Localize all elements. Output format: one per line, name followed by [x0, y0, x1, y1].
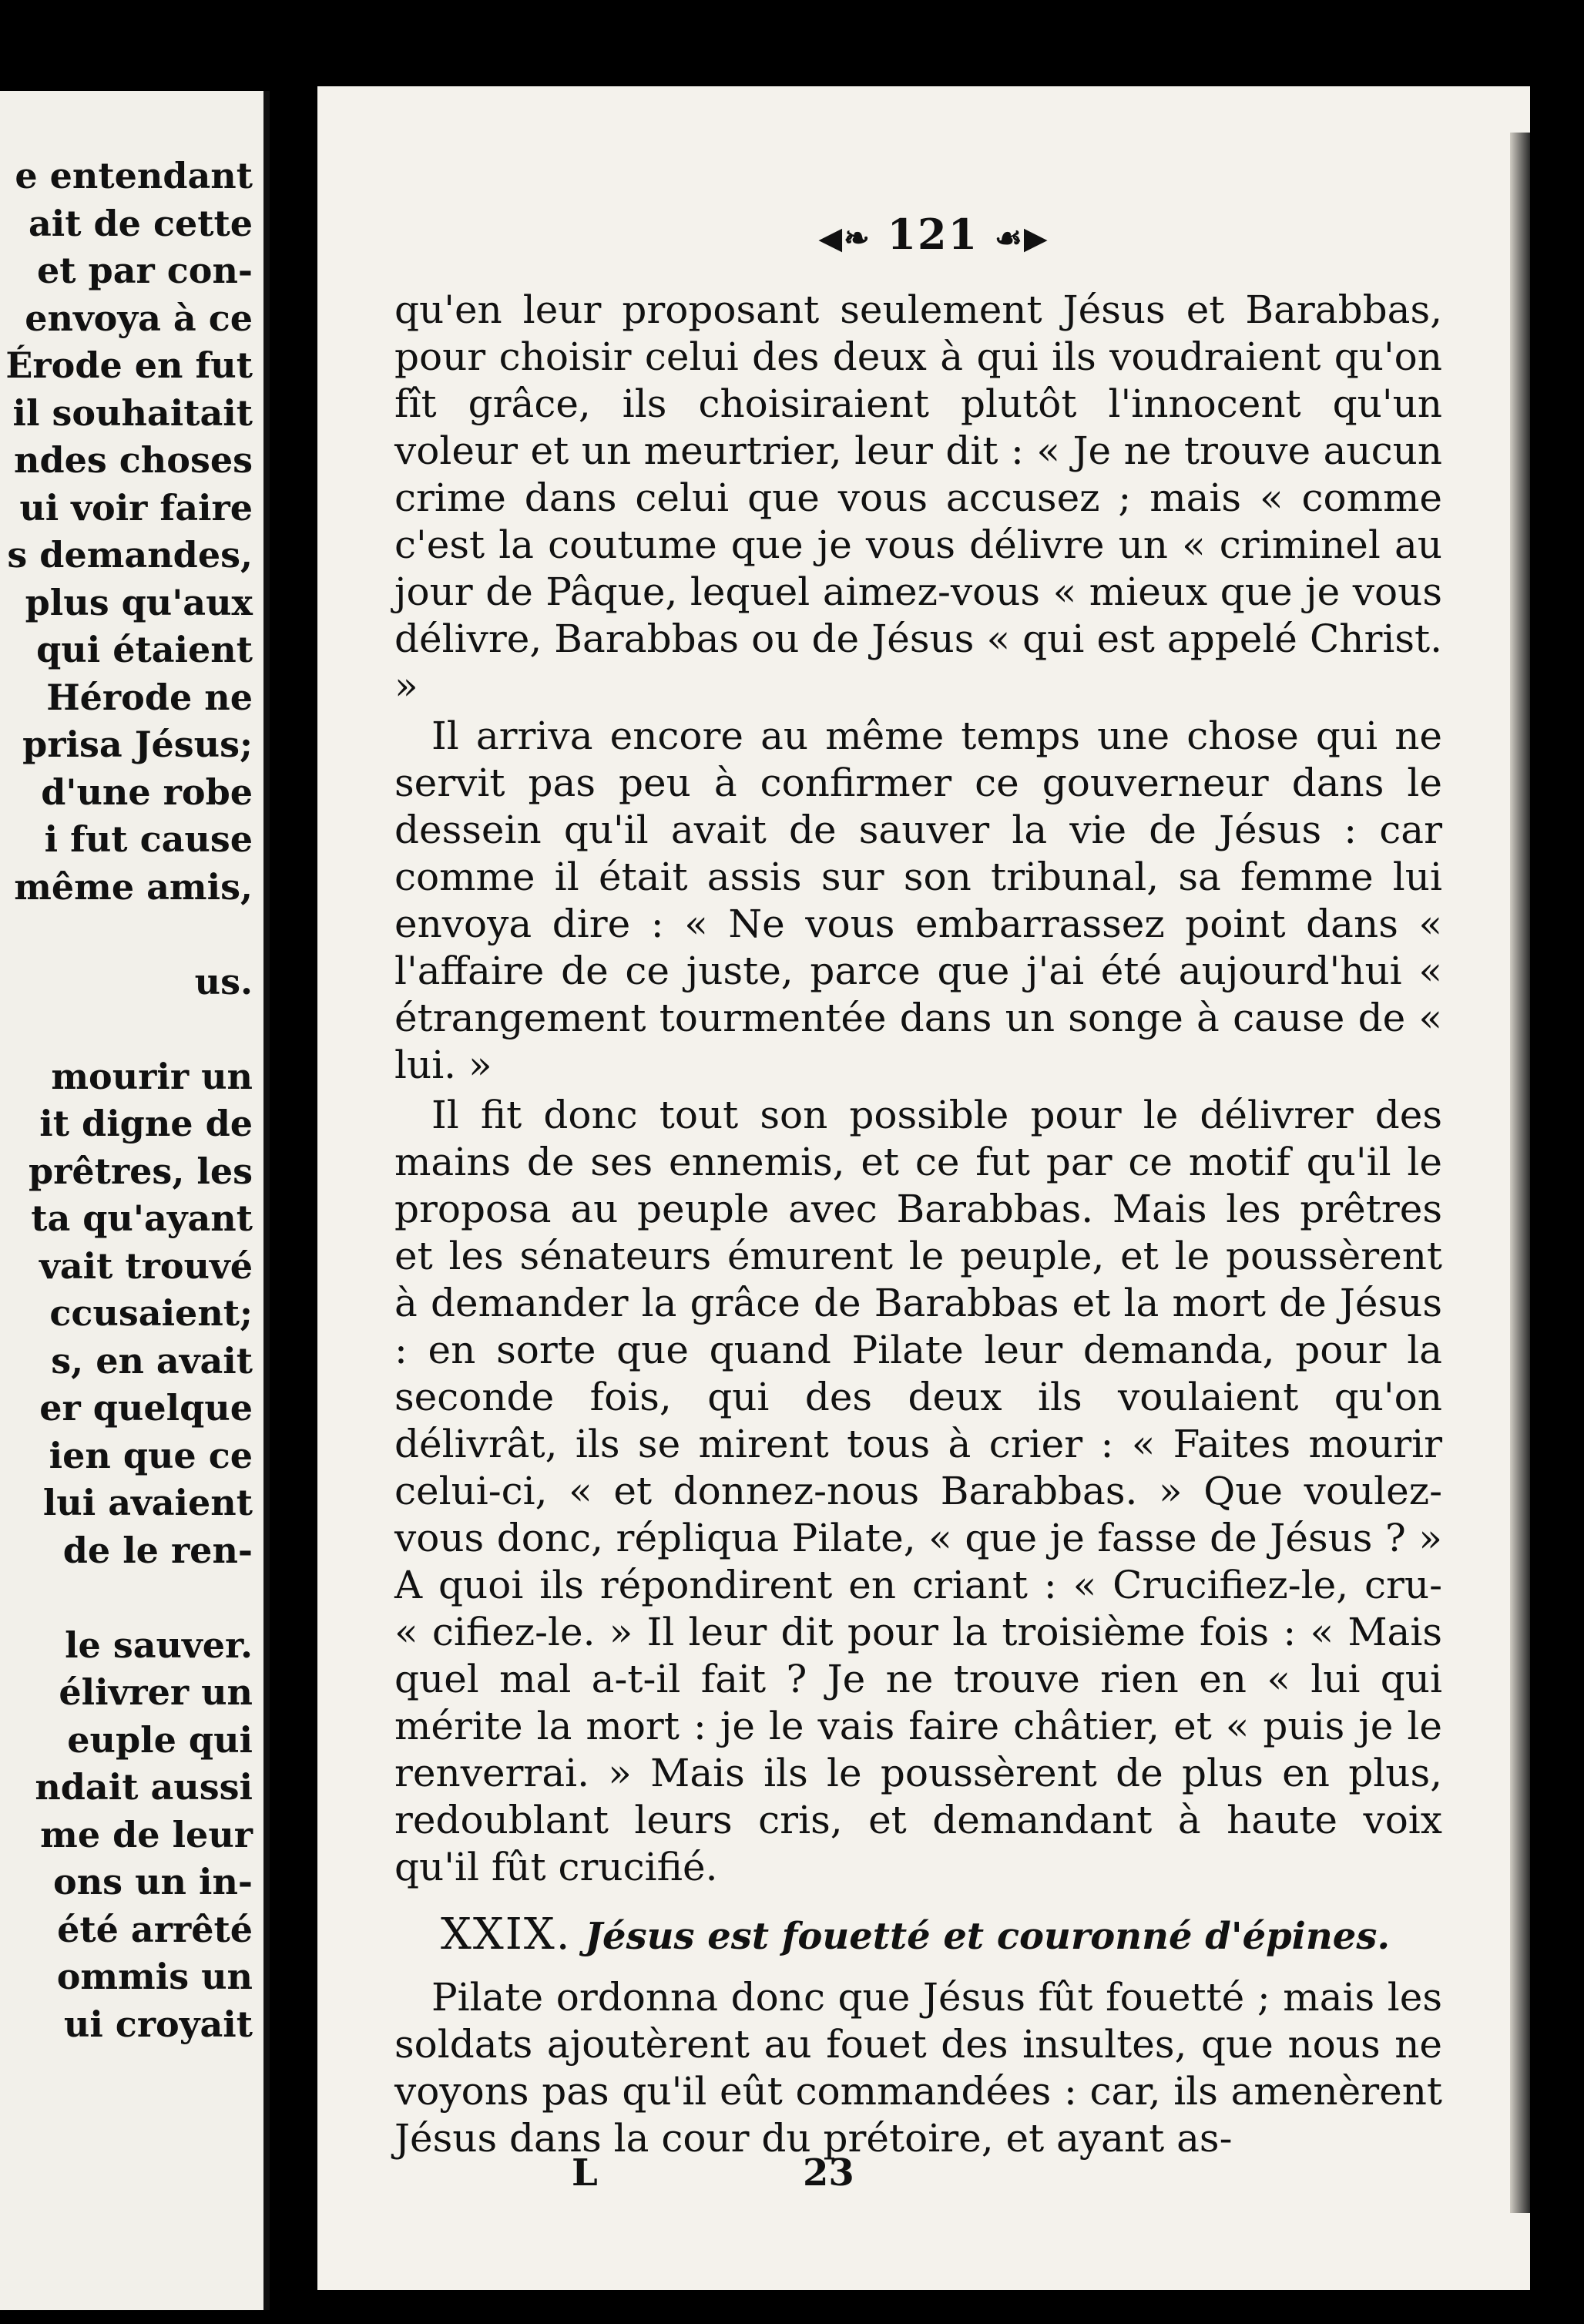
- left-page-line: ui voir faire: [19, 486, 253, 529]
- right-ornament-icon: ☙▶: [995, 220, 1049, 257]
- left-page-line: us.: [194, 960, 253, 1002]
- page-edge: [1510, 133, 1530, 2213]
- left-page-line: ait de cette: [28, 202, 253, 244]
- left-page-line: d'une robe: [41, 771, 253, 813]
- left-page-line: plus qu'aux: [25, 581, 253, 623]
- left-page-line: ons un in-: [53, 1861, 253, 1903]
- left-page-line: ui croyait: [63, 2003, 253, 2045]
- left-page-line: ndait aussi: [35, 1766, 253, 1808]
- left-page-line: s, en avait: [51, 1339, 253, 1382]
- left-page-line: prisa Jésus;: [22, 724, 253, 765]
- section-number: XXIX.: [441, 1909, 572, 1960]
- left-page-line: qui étaient: [36, 629, 253, 670]
- section-heading: [394, 1911, 1442, 1960]
- left-page-line: me de leur: [40, 1813, 253, 1856]
- left-page-line: it digne de: [39, 1103, 253, 1144]
- left-ornament-icon: ◀❧: [818, 220, 871, 257]
- page-number-header: [772, 210, 1096, 259]
- left-page-line: vait trouvé: [39, 1244, 253, 1287]
- left-page-fragment: [0, 91, 270, 2310]
- signature-letter: L: [572, 2151, 598, 2195]
- left-page-line: même amis,: [14, 865, 253, 908]
- left-page-line: s demandes,: [7, 534, 253, 576]
- page-body: [394, 287, 1442, 2165]
- left-page-line: Hérode ne: [46, 676, 253, 718]
- left-page-line: de le ren-: [62, 1529, 253, 1571]
- left-page-line: le sauver.: [65, 1624, 253, 1666]
- left-page-line: il souhaitait: [12, 391, 253, 434]
- left-page-line: ommis un: [56, 1956, 253, 1997]
- right-page: [317, 86, 1530, 2290]
- left-page-line: er quelque: [39, 1387, 253, 1429]
- left-page-line: ndes choses: [14, 439, 253, 481]
- signature-number: 23: [803, 2151, 854, 2195]
- section-title: Jésus est fouetté et couronné d'épines.: [585, 1915, 1391, 1958]
- left-page-line: i fut cause: [44, 818, 253, 860]
- paragraph: Il arriva encore au même temps une chose qui ne servit pas peu à confirmer ce gouverneur dans le dessein qu'il avait de sauver la vie de Jésus : car comme il était assis sur son tribunal, sa femme lui envoya dire : « Ne vous embarrassez point dans « l'affaire de ce juste, parce que j'ai été aujourd'hui « étrangement tourmentée dans un songe à cause de « lui. »: [394, 714, 1442, 1087]
- left-page-line: ien que ce: [49, 1434, 253, 1476]
- page-number: 121: [887, 210, 979, 259]
- left-page-line: et par con-: [37, 250, 253, 291]
- left-page-line: ccusaient;: [49, 1292, 253, 1334]
- left-page-line: lui avaient: [42, 1482, 253, 1523]
- left-page-line: ta qu'ayant: [31, 1197, 253, 1239]
- left-page-line: euple qui: [67, 1718, 253, 1761]
- left-page-line: mourir un: [51, 1055, 253, 1097]
- left-page-line: e entendant: [15, 155, 253, 196]
- left-page-line: élivrer un: [59, 1671, 253, 1713]
- left-page-line: envoya à ce: [25, 297, 253, 339]
- gutter-line: [263, 91, 270, 2310]
- top-scribble: [277, 15, 431, 85]
- paragraph: Il fit donc tout son possible pour le délivrer des mains de ses ennemis, et ce fut par ce motif qu'il le proposa au peuple avec Barabbas. Mais les prêtres et les sénateurs émurent le peuple, et le poussèrent à demander la grâce de Barabbas et la mort de Jésus : en sorte que quand Pilate leur demanda, pour la seconde fois, qui des deux ils voulaient qu'on délivrât, ils se mirent tous à crier : « Faites mourir celui-ci, « et donnez-nous Barabbas. » Que voulez-vous donc, répliqua Pilate, « que je fasse de Jésus ? » A quoi ils répondirent en criant : « Crucifiez-le, cru- « cifiez-le. » Il leur dit pour la troisième fois : « Mais quel mal a-t-il fait ? Je ne trouve rien en « lui qui mérite la mort : je le vais faire châtier, et « puis je le renverrai. » Mais ils le poussèrent de plus en plus, redoublant leurs cris, et demandant à haute voix qu'il fût crucifié.: [394, 1093, 1442, 1889]
- paragraph: Pilate ordonna donc que Jésus fût fouetté ; mais les soldats ajoutèrent au fouet des insultes, que nous ne voyons pas qu'il eût commandées : car, ils amenèrent Jésus dans la cour du prétoire, et ayant as-: [394, 1975, 1442, 2161]
- paragraph: qu'en leur proposant seulement Jésus et Barabbas, pour choisir celui des deux à qui ils voudraient qu'on fît grâce, ils choisiraient plutôt l'innocent qu'un voleur et un meurtrier, leur dit : « Je ne trouve aucun crime dans celui que vous accusez ; mais « comme c'est la coutume que je vous délivre un « criminel au jour de Pâque, lequel aimez-vous « mieux que je vous délivre, Barabbas ou de Jésus « qui est appelé Christ. »: [394, 287, 1442, 708]
- left-page-line: été arrêté: [57, 1908, 253, 1950]
- left-page-line: Érode en fut: [5, 344, 253, 386]
- left-page-line: prêtres, les: [29, 1150, 253, 1192]
